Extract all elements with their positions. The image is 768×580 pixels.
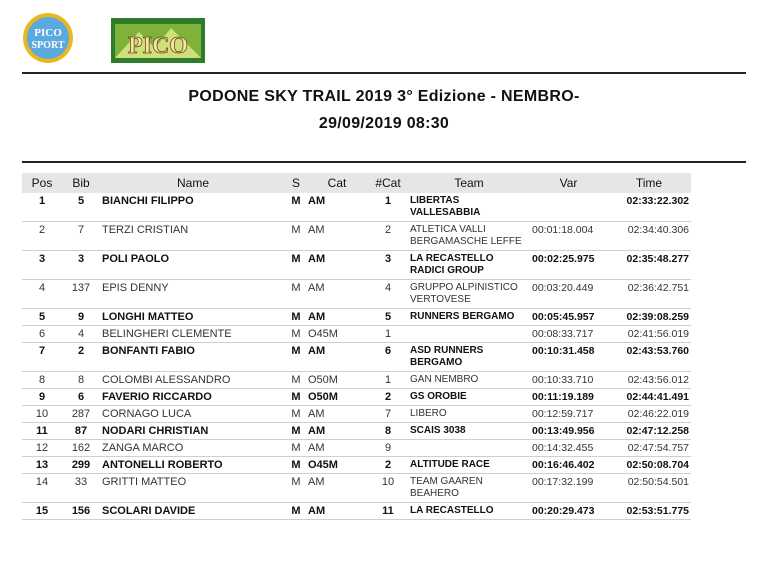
row-pos: 2 (22, 222, 62, 251)
row-bib: 156 (62, 503, 100, 520)
row-time: 02:50:54.501 (607, 474, 691, 503)
col-header-cat: Cat (306, 173, 368, 193)
row-time: 02:44:41.491 (607, 389, 691, 406)
row-name: ZANGA MARCO (100, 440, 286, 457)
row-cat-rank: 6 (368, 343, 408, 372)
row-sex: M (286, 251, 306, 280)
bottom-divider (22, 161, 746, 163)
row-name: ANTONELLI ROBERTO (100, 457, 286, 474)
row-bib: 8 (62, 372, 100, 389)
row-cat: AM (306, 251, 368, 280)
row-pos: 13 (22, 457, 62, 474)
row-cat: AM (306, 423, 368, 440)
table-row (22, 372, 691, 389)
row-name: LONGHI MATTEO (100, 309, 286, 326)
col-header-pos: Pos (22, 173, 62, 193)
col-header-team: Team (408, 173, 530, 193)
row-pos: 11 (22, 423, 62, 440)
row-time: 02:34:40.306 (607, 222, 691, 251)
table-row (22, 193, 691, 222)
svg-text:PICO: PICO (34, 27, 62, 39)
table-row (22, 503, 691, 520)
row-time: 02:47:54.757 (607, 440, 691, 457)
row-team: RUNNERS BERGAMO (408, 309, 530, 326)
row-cat: AM (306, 343, 368, 372)
svg-text:PICO: PICO (128, 33, 188, 59)
row-sex: M (286, 280, 306, 309)
row-cat-rank: 2 (368, 389, 408, 406)
row-bib: 287 (62, 406, 100, 423)
svg-text:SPORT: SPORT (31, 40, 65, 51)
race-datetime: 29/09/2019 08:30 (318, 115, 450, 132)
col-header-time: Time (607, 173, 691, 193)
row-team: TEAM GAAREN BEAHERO (408, 474, 530, 503)
row-team: ALTITUDE RACE (408, 457, 530, 474)
row-var: 00:08:33.717 (530, 326, 607, 343)
row-cat: O45M (306, 457, 368, 474)
row-name: EPIS DENNY (100, 280, 286, 309)
row-name: FAVERIO RICCARDO (100, 389, 286, 406)
row-name: BONFANTI FABIO (100, 343, 286, 372)
row-time: 02:39:08.259 (607, 309, 691, 326)
row-bib: 33 (62, 474, 100, 503)
row-team: GS OROBIE (408, 389, 530, 406)
col-header-var: Var (530, 173, 607, 193)
row-sex: M (286, 343, 306, 372)
row-time: 02:53:51.775 (607, 503, 691, 520)
row-team: SCAIS 3038 (408, 423, 530, 440)
row-sex: M (286, 222, 306, 251)
row-bib: 6 (62, 389, 100, 406)
row-pos: 4 (22, 280, 62, 309)
row-name: POLI PAOLO (100, 251, 286, 280)
row-var (530, 193, 607, 222)
row-cat: AM (306, 440, 368, 457)
row-cat-rank: 1 (368, 326, 408, 343)
row-cat-rank: 3 (368, 251, 408, 280)
row-name: NODARI CHRISTIAN (100, 423, 286, 440)
row-sex: M (286, 503, 306, 520)
table-row (22, 474, 691, 503)
row-time: 02:50:08.704 (607, 457, 691, 474)
row-pos: 14 (22, 474, 62, 503)
row-team: GAN NEMBRO (408, 372, 530, 389)
col-header-bib: Bib (62, 173, 100, 193)
table-row (22, 457, 691, 474)
row-cat-rank: 5 (368, 309, 408, 326)
row-team: ASD RUNNERS BERGAMO (408, 343, 530, 372)
row-cat: AM (306, 280, 368, 309)
results-table (22, 173, 691, 520)
row-name: CORNAGO LUCA (100, 406, 286, 423)
row-sex: M (286, 474, 306, 503)
row-name: GRITTI MATTEO (100, 474, 286, 503)
row-name: TERZI CRISTIAN (100, 222, 286, 251)
row-bib: 5 (62, 193, 100, 222)
table-row (22, 423, 691, 440)
row-sex: M (286, 440, 306, 457)
row-pos: 3 (22, 251, 62, 280)
pico-trail-logo (111, 18, 205, 63)
row-pos: 7 (22, 343, 62, 372)
row-cat-rank: 1 (368, 193, 408, 222)
row-cat-rank: 10 (368, 474, 408, 503)
row-pos: 9 (22, 389, 62, 406)
row-pos: 10 (22, 406, 62, 423)
row-sex: M (286, 389, 306, 406)
table-row (22, 343, 691, 372)
row-sex: M (286, 326, 306, 343)
row-pos: 1 (22, 193, 62, 222)
row-cat: AM (306, 474, 368, 503)
row-bib: 2 (62, 343, 100, 372)
row-cat-rank: 8 (368, 423, 408, 440)
row-var: 00:03:20.449 (530, 280, 607, 309)
row-var: 00:11:19.189 (530, 389, 607, 406)
row-team (408, 326, 530, 343)
table-row (22, 280, 691, 309)
row-var: 00:10:31.458 (530, 343, 607, 372)
table-row (22, 222, 691, 251)
row-cat: AM (306, 309, 368, 326)
table-row (22, 440, 691, 457)
row-time: 02:43:53.760 (607, 343, 691, 372)
row-cat-rank: 9 (368, 440, 408, 457)
row-team: LIBERO (408, 406, 530, 423)
row-bib: 162 (62, 440, 100, 457)
top-divider (22, 72, 746, 74)
col-header-name: Name (100, 173, 286, 193)
row-var: 00:10:33.710 (530, 372, 607, 389)
row-name: COLOMBI ALESSANDRO (100, 372, 286, 389)
row-team (408, 440, 530, 457)
row-bib: 7 (62, 222, 100, 251)
row-team: LA RECASTELLO RADICI GROUP (408, 251, 530, 280)
row-var: 00:16:46.402 (530, 457, 607, 474)
row-bib: 137 (62, 280, 100, 309)
row-team: GRUPPO ALPINISTICO VERTOVESE (408, 280, 530, 309)
row-cat: O50M (306, 372, 368, 389)
row-cat: O50M (306, 389, 368, 406)
row-var: 00:12:59.717 (530, 406, 607, 423)
row-team: LA RECASTELLO (408, 503, 530, 520)
row-name: BIANCHI FILIPPO (100, 193, 286, 222)
col-header-cat-rank: #Cat (368, 173, 408, 193)
row-time: 02:36:42.751 (607, 280, 691, 309)
row-team: ATLETICA VALLI BERGAMASCHE LEFFE (408, 222, 530, 251)
row-cat-rank: 2 (368, 457, 408, 474)
row-var: 00:13:49.956 (530, 423, 607, 440)
table-header-row (22, 173, 691, 193)
row-cat-rank: 1 (368, 372, 408, 389)
row-pos: 12 (22, 440, 62, 457)
row-time: 02:33:22.302 (607, 193, 691, 222)
row-time: 02:46:22.019 (607, 406, 691, 423)
table-row (22, 326, 691, 343)
row-var: 00:05:45.957 (530, 309, 607, 326)
row-bib: 3 (62, 251, 100, 280)
row-cat: AM (306, 193, 368, 222)
row-var: 00:20:29.473 (530, 503, 607, 520)
row-cat: AM (306, 503, 368, 520)
row-team: LIBERTAS VALLESABBIA (408, 193, 530, 222)
table-row (22, 406, 691, 423)
row-var: 00:01:18.004 (530, 222, 607, 251)
row-pos: 15 (22, 503, 62, 520)
row-bib: 299 (62, 457, 100, 474)
row-sex: M (286, 193, 306, 222)
row-cat-rank: 11 (368, 503, 408, 520)
col-header-sex: S (286, 173, 306, 193)
row-time: 02:43:56.012 (607, 372, 691, 389)
row-pos: 6 (22, 326, 62, 343)
row-name: SCOLARI DAVIDE (100, 503, 286, 520)
row-pos: 8 (22, 372, 62, 389)
table-row (22, 389, 691, 406)
row-cat: AM (306, 406, 368, 423)
table-row (22, 251, 691, 280)
pico-sport-logo (22, 12, 74, 64)
row-pos: 5 (22, 309, 62, 326)
row-time: 02:41:56.019 (607, 326, 691, 343)
row-cat-rank: 2 (368, 222, 408, 251)
row-cat: AM (306, 222, 368, 251)
row-sex: M (286, 309, 306, 326)
row-time: 02:35:48.277 (607, 251, 691, 280)
row-var: 00:14:32.455 (530, 440, 607, 457)
row-bib: 9 (62, 309, 100, 326)
row-name: BELINGHERI CLEMENTE (100, 326, 286, 343)
row-bib: 87 (62, 423, 100, 440)
row-time: 02:47:12.258 (607, 423, 691, 440)
row-bib: 4 (62, 326, 100, 343)
row-var: 00:17:32.199 (530, 474, 607, 503)
row-sex: M (286, 457, 306, 474)
row-var: 00:02:25.975 (530, 251, 607, 280)
table-row (22, 309, 691, 326)
row-cat: O45M (306, 326, 368, 343)
row-sex: M (286, 372, 306, 389)
race-title: PODONE SKY TRAIL 2019 3° Edizione - NEMBRO- (188, 88, 580, 105)
row-cat-rank: 7 (368, 406, 408, 423)
row-sex: M (286, 423, 306, 440)
row-sex: M (286, 406, 306, 423)
row-cat-rank: 4 (368, 280, 408, 309)
